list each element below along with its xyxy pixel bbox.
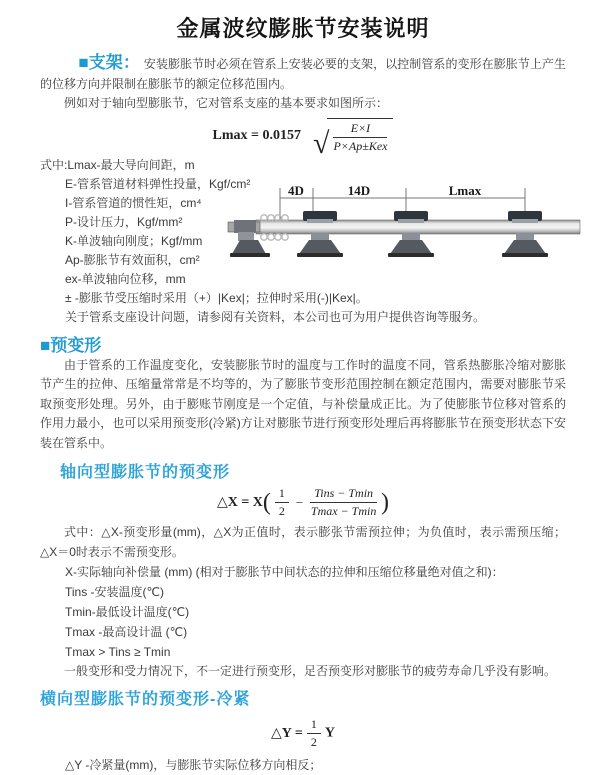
lateral-predeform-heading: 横向型膨胀节的预变形-冷紧 bbox=[40, 686, 566, 709]
symbol-line: Tins -安装温度(℃) bbox=[40, 582, 566, 602]
symbol-line: 关于管系支座设计问题，请参阅有关资料，本公司也可为用户提供咨询等服务。 bbox=[40, 308, 566, 327]
axial-formula-explanation: 式中：△X-预变形量(mm)，△X为正值时，表示膨张节需预拉伸；为负值时，表示需预压缩；△X＝0时表示不需预变形。 bbox=[40, 523, 566, 562]
symbol-line: I-管系管道的惯性矩，cm⁴ bbox=[40, 194, 566, 213]
symbol-line: ± -膨胀节受压缩时采用（+）|Kex|；拉伸时采用(-)|Kex|。 bbox=[40, 289, 566, 308]
predeform-section-heading bbox=[40, 331, 566, 356]
support-example-line: 例如对于轴向型膨胀节，它对管系支座的基本要求如图所示： bbox=[40, 94, 566, 114]
half-fraction bbox=[307, 717, 321, 750]
support-intro-text: 安装膨胀节时必须在管系上安装必要的支架，以控制管系的变形在膨胀节上产生的位移方向并限制在膨胀节的额定位移范围内。 bbox=[40, 57, 566, 91]
guide-spacing-formula bbox=[40, 118, 566, 154]
symbol-line: ex-单波轴向位移，mm bbox=[40, 270, 566, 289]
axial-symbol-list bbox=[40, 562, 566, 662]
symbol-line: X-实际轴向补偿量 (mm) (相对于膨胀节中间状态的拉伸和压缩位移量绝对值之和)： bbox=[40, 562, 566, 582]
predeform-heading-label: 预变形 bbox=[50, 336, 101, 355]
support-heading-label: 支架： bbox=[89, 53, 140, 72]
symbol-line: K-单波轴向刚度；Kgf/mm bbox=[40, 232, 566, 251]
fraction-numerator: 1 bbox=[307, 717, 321, 734]
dimension-label-4d: 4D bbox=[288, 183, 304, 198]
pipe-support-diagram bbox=[228, 182, 580, 278]
fraction-numerator: 1 bbox=[275, 486, 289, 503]
symbol-line: 式中:Lmax-最大导向间距，m bbox=[40, 156, 566, 175]
fraction-numerator: E×I bbox=[333, 121, 387, 138]
page-title: 金属波纹膨胀节安装说明 bbox=[40, 12, 566, 43]
support-section-heading bbox=[78, 53, 140, 72]
symbol-line: E-管系管道材料弹性投量，Kgf/cm² bbox=[40, 175, 566, 194]
fraction-denominator: 2 bbox=[307, 734, 321, 750]
symbol-definitions-block bbox=[40, 156, 566, 327]
half-fraction bbox=[275, 486, 289, 519]
formula-rhs: Y bbox=[325, 725, 335, 740]
predeform-body-paragraph: 由于管系的工作温度变化，安装膨胀节时的温度与工作时的温度不同，管系热膨胀冷缩对膨胀节产生的拉伸、压缩量常常是不均等的，为了膨胀节变形范围控制在额定范围内，需要对膨胀节采取预变形处理。另外，由于膨账节刚度是一个定值，与补偿量成正比。为了使膨胀节位移对管系的作用力最小，也可以采用预变形(冷紧)方让对膨胀节进行预变形处理后再将膨胀节在预变形状态下安装在管系中。 bbox=[40, 356, 566, 454]
fraction-denominator: Tmax − Tmin bbox=[310, 503, 377, 519]
section-marker-icon: ■ bbox=[78, 53, 88, 72]
minus-operator: − bbox=[293, 495, 306, 510]
radical-group bbox=[311, 118, 393, 154]
dimension-label-lmax: Lmax bbox=[449, 183, 482, 198]
fraction-denominator: P×Ap±Kex bbox=[333, 138, 387, 154]
temperature-fraction bbox=[310, 486, 377, 519]
formula-lhs: Lmax = 0.0157 bbox=[213, 128, 301, 143]
dimension-label-14d: 14D bbox=[348, 183, 370, 198]
lateral-note-line: △Y -冷紧量(mm)，与膨胀节实际位移方向相反； bbox=[40, 756, 566, 775]
symbol-line: Ap-膨胀节有效面积，cm² bbox=[40, 251, 566, 270]
close-paren: ) bbox=[381, 490, 389, 516]
axial-note-line: 一般变形和受力情况下，不一定进行预变形，足否预变形对膨胀节的疲劳寿命几乎没有影响。 bbox=[40, 662, 566, 682]
radicand-fraction bbox=[333, 121, 387, 154]
symbol-line: P-设计压力，Kgf/mm² bbox=[40, 213, 566, 232]
symbol-line: Tmax -最高设计温 (℃) bbox=[40, 622, 566, 642]
fraction-denominator: 2 bbox=[275, 503, 289, 519]
fraction-numerator: Tins − Tmin bbox=[310, 486, 377, 503]
formula-lhs: △Y = bbox=[271, 726, 303, 741]
radical-sign-icon: √ bbox=[313, 130, 329, 157]
symbol-line: Tmax > Tins ≥ Tmin bbox=[40, 642, 566, 662]
radicand bbox=[327, 118, 393, 154]
symbol-line: Tmin-最低设计温度(℃) bbox=[40, 602, 566, 622]
lateral-predeform-formula bbox=[40, 717, 566, 750]
open-paren: ( bbox=[263, 490, 271, 516]
formula-lhs: △X = X bbox=[217, 495, 263, 510]
support-intro-paragraph bbox=[40, 53, 566, 94]
axial-predeform-formula bbox=[40, 486, 566, 519]
section-marker-icon: ■ bbox=[40, 336, 50, 355]
axial-predeform-heading: 轴向型膨胀节的预变形 bbox=[60, 459, 566, 482]
